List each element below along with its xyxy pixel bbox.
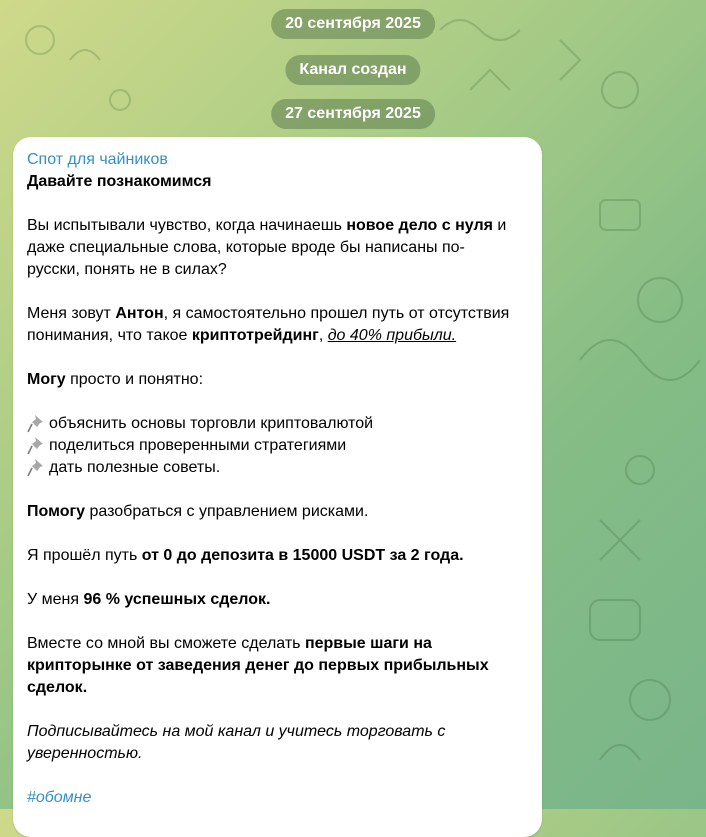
paragraph-subscribe — [27, 721, 528, 765]
text: даже специальные слова, которые вроде бы написаны по- — [27, 239, 465, 256]
list-item-text: объяснить основы торговли криптовалютой — [49, 415, 374, 432]
date-separator-1[interactable]: 20 сентября 2025 — [271, 9, 435, 39]
bold-text: первые шаги на — [304, 635, 432, 652]
text: понимания, что такое — [27, 327, 192, 344]
underlined-text: до 40% прибыли. — [327, 327, 457, 344]
list-item — [27, 457, 528, 479]
bold-text: криптотрейдинг — [191, 327, 319, 344]
text: , я самостоятельно прошел путь от отсутствия — [163, 305, 510, 322]
text: русски, понять не в силах? — [27, 261, 227, 278]
post-title: Давайте познакомимся — [27, 173, 212, 190]
paragraph-stats — [27, 589, 528, 611]
pushpin-icon — [27, 414, 45, 434]
text: и — [492, 217, 507, 234]
paragraph-can — [27, 369, 528, 391]
text: , — [318, 327, 328, 344]
hashtag-link[interactable]: #обомне — [27, 789, 92, 806]
text: Меня зовут — [27, 305, 116, 322]
text: просто и понятно: — [65, 371, 204, 388]
bold-text: сделок. — [27, 679, 88, 696]
bold-text: Помогу — [27, 503, 86, 520]
paragraph-path — [27, 545, 528, 567]
paragraph-about — [27, 303, 528, 347]
text: У меня — [27, 591, 84, 608]
bold-text: крипторынке от заведения денег до первых прибыльных — [27, 657, 489, 674]
pushpin-icon — [27, 458, 45, 478]
paragraph-help — [27, 501, 528, 523]
text: Вместе со мной вы сможете сделать — [27, 635, 305, 652]
list-item-text: дать полезные советы. — [49, 459, 221, 476]
date-separator-2[interactable]: 27 сентября 2025 — [271, 99, 435, 129]
text: уверенностью. — [27, 745, 143, 762]
paragraph-intro — [27, 215, 528, 281]
service-message-channel-created: Канал создан — [285, 55, 420, 85]
list-item-text: поделиться проверенными стратегиями — [49, 437, 347, 454]
text: Подписывайтесь на мой канал и учитесь торговать с — [27, 723, 446, 740]
bold-text: новое дело с нуля — [346, 217, 493, 234]
paragraph-together — [27, 633, 528, 699]
list-item — [27, 413, 528, 435]
text: разобраться с управлением рисками. — [85, 503, 369, 520]
text: Вы испытывали чувство, когда начинаешь — [27, 217, 347, 234]
channel-name-link[interactable]: Спот для чайников — [27, 151, 168, 168]
text: Я прошёл путь — [27, 547, 142, 564]
list-item — [27, 435, 528, 457]
bold-text: 96 % успешных сделок. — [83, 591, 271, 608]
bold-text: от 0 до депозита в 15000 USDT за 2 года. — [141, 547, 464, 564]
channel-post-bubble[interactable] — [13, 137, 542, 837]
bold-text: Могу — [27, 371, 66, 388]
pushpin-icon — [27, 436, 45, 456]
bold-text: Антон — [115, 305, 164, 322]
